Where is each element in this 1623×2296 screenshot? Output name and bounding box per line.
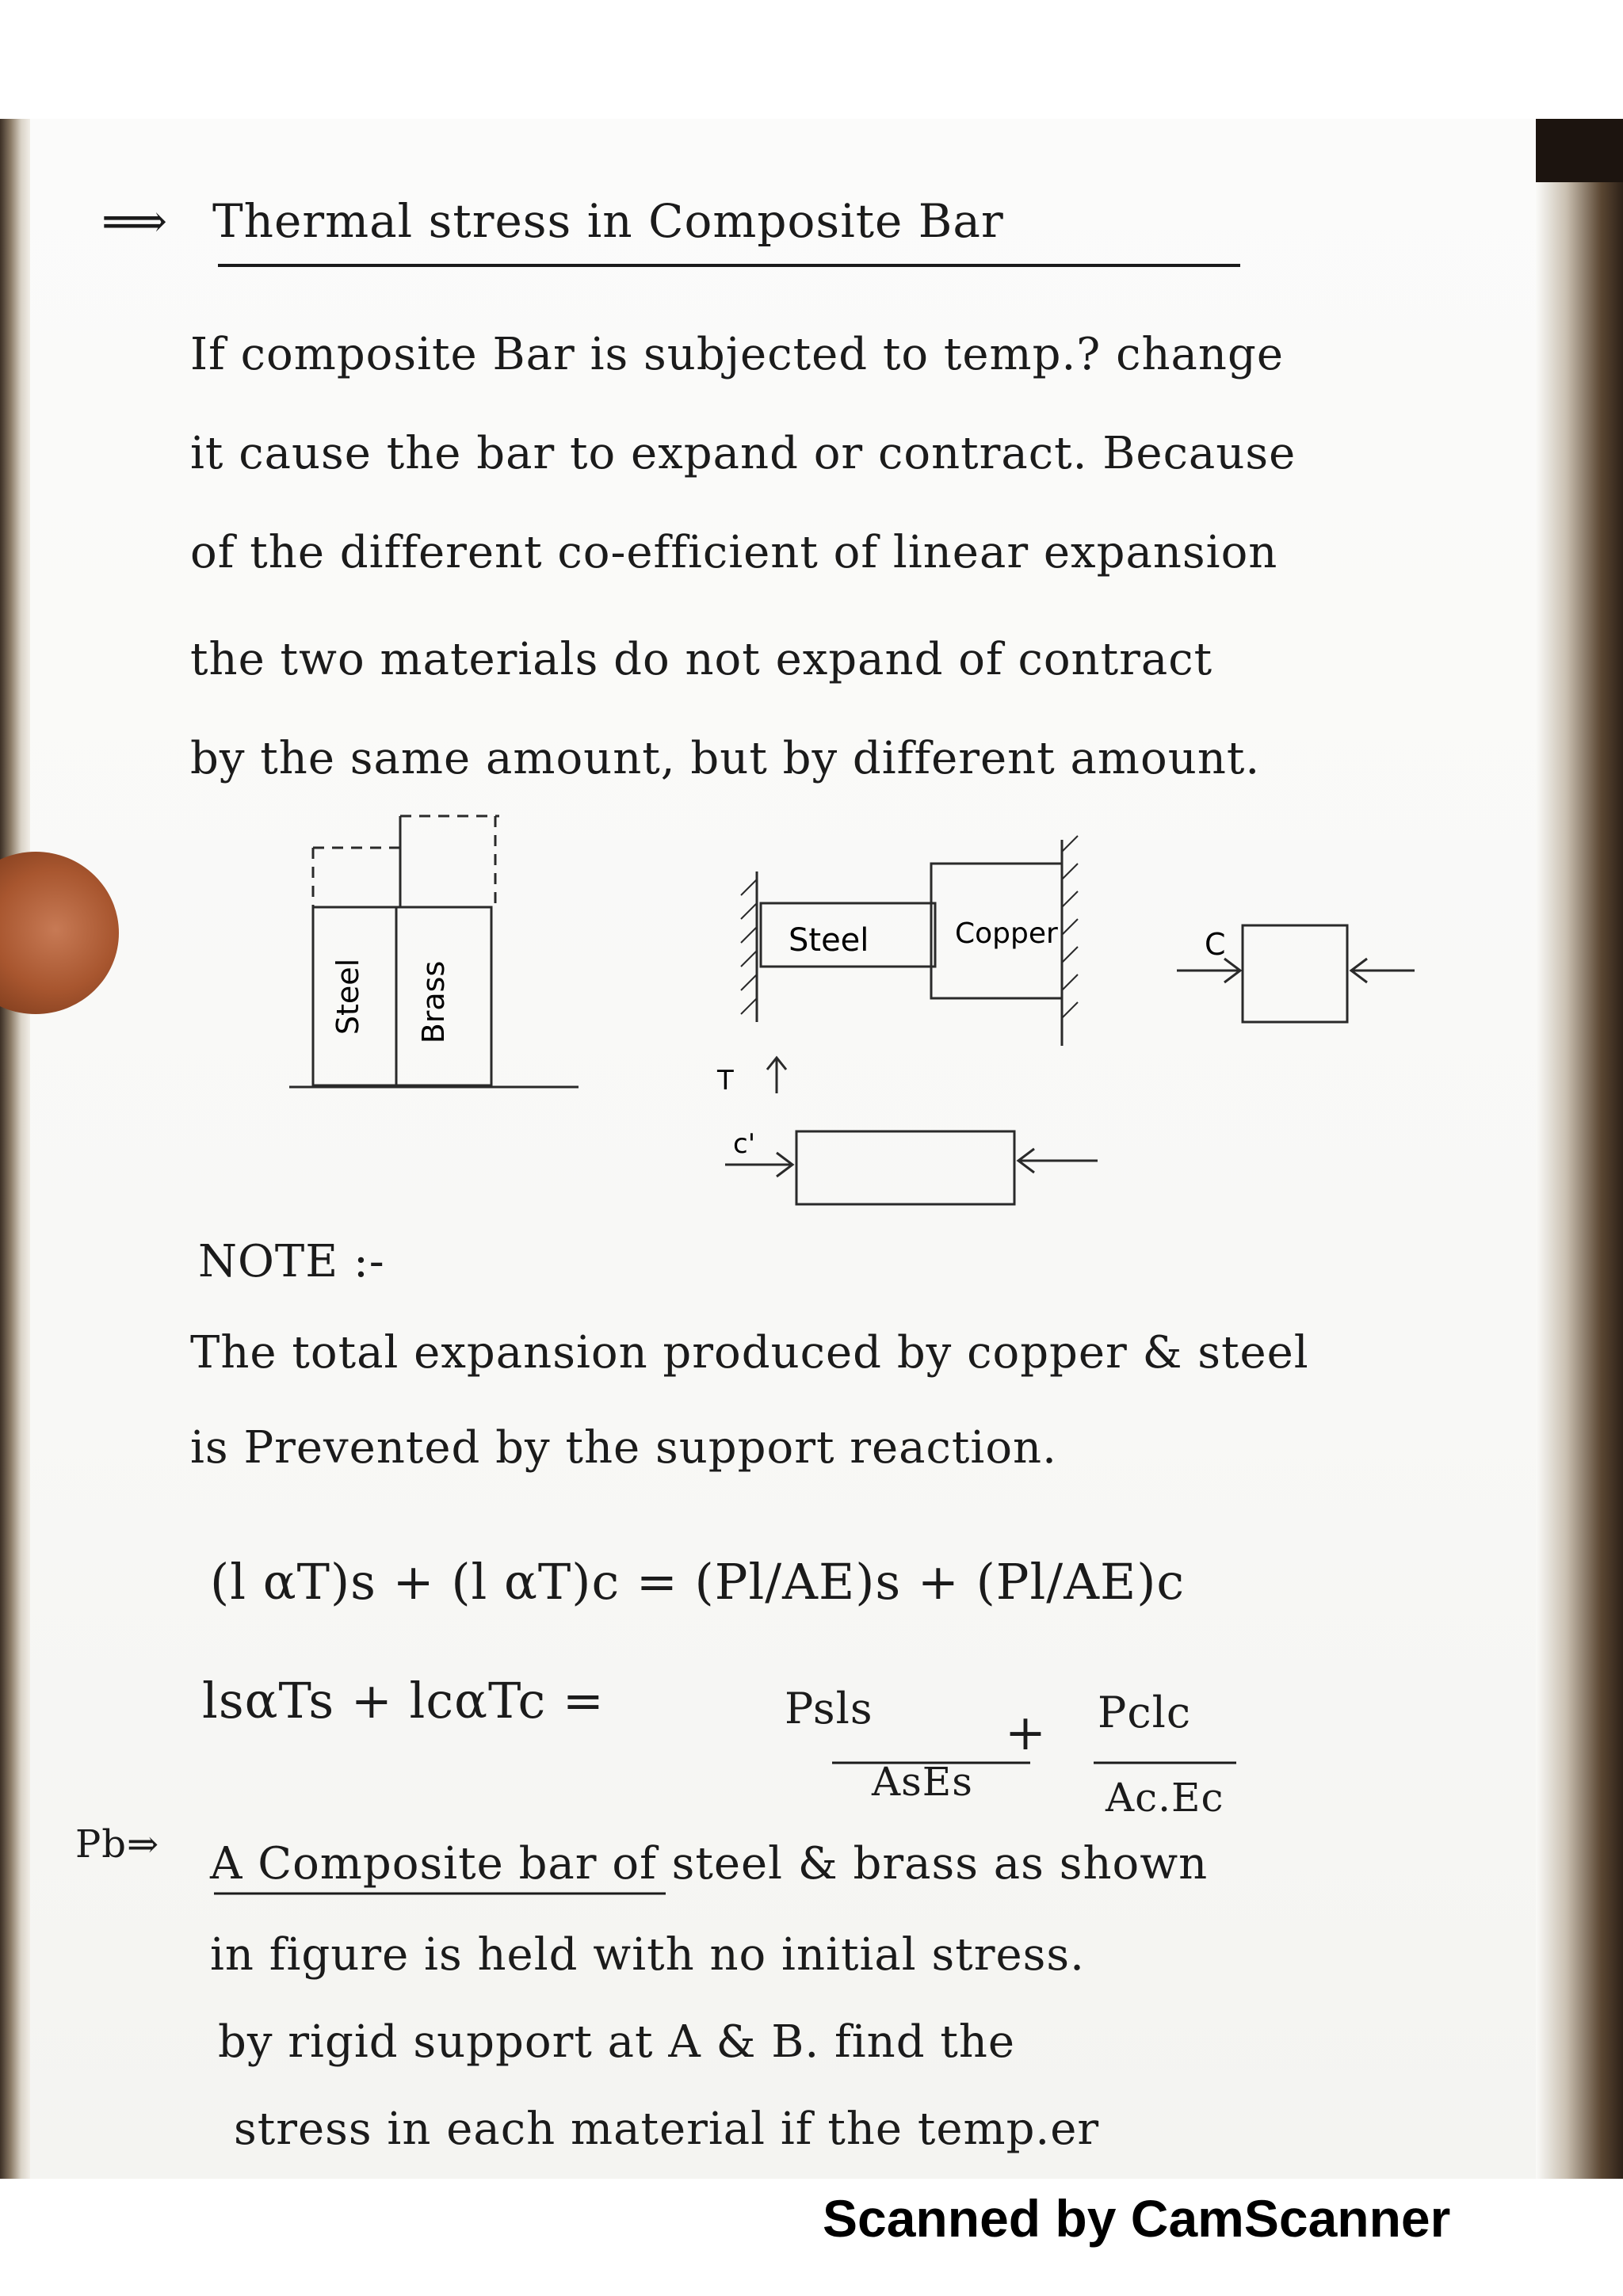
left-bar-diagram — [289, 816, 579, 1087]
problem-line-1: A Composite bar of steel & brass as shown — [210, 1838, 1209, 1890]
note-line-1: The total expansion produced by copper & steel — [190, 1327, 1309, 1379]
equation-2-term2-numerator: Pclc — [1098, 1688, 1192, 1737]
scanner-watermark: Scanned by CamScanner — [823, 2189, 1451, 2248]
equation-2-term1-numerator: Psls — [785, 1684, 873, 1733]
equation-2-plus: + — [1005, 1703, 1047, 1761]
note-heading: NOTE :- — [198, 1236, 385, 1287]
paragraph-line-4: the two materials do not expand of contract — [190, 634, 1213, 685]
paragraph-line-5: by the same amount, but by different amount. — [190, 733, 1261, 784]
bottom-bar-diagram — [725, 1131, 1098, 1204]
force-c-prime-label: c' — [733, 1128, 756, 1160]
problem-tag: Pb⇒ — [75, 1822, 160, 1867]
left-bar-label-2: Brass — [416, 960, 451, 1044]
equation-2-term1-denominator: AsEs — [872, 1759, 973, 1805]
steel-label: Steel — [789, 922, 869, 959]
copper-label: Copper — [955, 917, 1058, 950]
force-c-label: C — [1205, 927, 1226, 962]
left-bar-label-1: Steel — [330, 958, 365, 1035]
equation-2-lhs: lsαTs + lcαTc = — [202, 1672, 605, 1730]
equation-2-term2-denominator: Ac.Ec — [1106, 1775, 1224, 1821]
paragraph-line-3: of the different co-efficient of linear expansion — [190, 527, 1278, 578]
problem-line-4: stress in each material if the temp.er — [234, 2103, 1100, 2155]
problem-line-2: in figure is held with no initial stress. — [210, 1929, 1085, 1981]
page-title: Thermal stress in Composite Bar — [212, 194, 1004, 248]
note-line-2: is Prevented by the support reaction. — [190, 1422, 1057, 1474]
paragraph-line-1: If composite Bar is subjected to temp.? change — [190, 329, 1284, 380]
t-label: T — [717, 1065, 734, 1097]
page-title-arrow: ⟹ — [101, 194, 169, 248]
t-arrow — [767, 1058, 786, 1093]
equation-1: (l αT)s + (l αT)c = (Pl/AE)s + (Pl/AE)c — [210, 1553, 1186, 1611]
problem-line-3: by rigid support at A & B. find the — [218, 2016, 1016, 2068]
paragraph-line-2: it cause the bar to expand or contract. Because — [190, 428, 1296, 479]
